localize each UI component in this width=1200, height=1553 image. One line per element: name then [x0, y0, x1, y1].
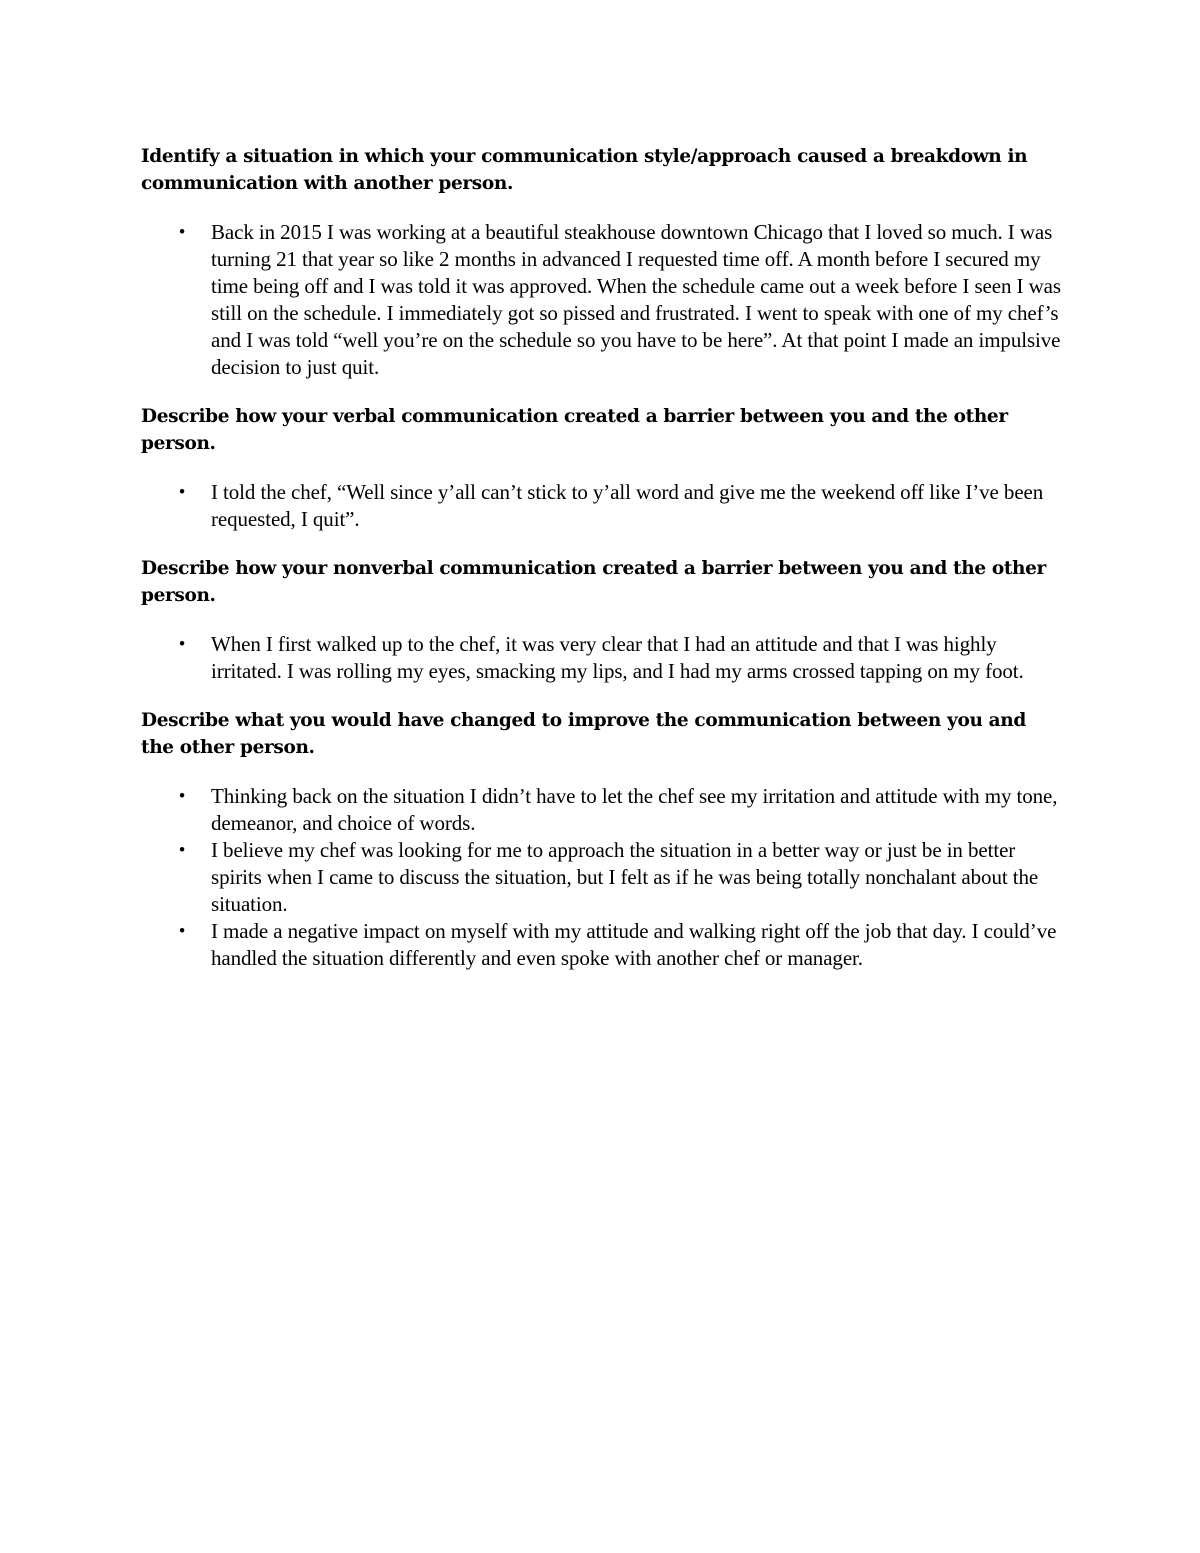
- answer-list-item: [141, 219, 1061, 381]
- question-heading: Describe how your verbal communication created a barrier between you and the other person.: [141, 406, 1008, 454]
- section-situation: [141, 143, 1061, 381]
- answer-text: I made a negative impact on myself with my attitude and walking right off the job that day. I could’ve handled the situation differently and even spoke with another chef or manager.: [211, 919, 1057, 970]
- bullet-dot-icon: •: [178, 786, 186, 807]
- question-heading: Describe how your nonverbal communication created a barrier between you and the other person.: [141, 558, 1046, 606]
- answer-text: I believe my chef was looking for me to approach the situation in a better way or just be in better spirits when I came to discuss the situation, but I felt as if he was being totally nonchalant about the situation.: [211, 838, 1039, 916]
- answer-text: I told the chef, “Well since y’all can’t stick to y’all word and give me the weekend off like I’ve been requested, I quit”.: [211, 480, 1044, 531]
- bullet-dot-icon: •: [178, 634, 186, 655]
- question-heading: Identify a situation in which your communication style/approach caused a breakdown in communication with another person.: [141, 146, 1028, 194]
- section-improvement: [141, 707, 1061, 972]
- answer-list-item: [141, 918, 1061, 972]
- question-heading: Describe what you would have changed to improve the communication between you and the other person.: [141, 710, 1026, 758]
- answer-list-item: [141, 631, 1061, 685]
- bullet-dot-icon: •: [178, 482, 186, 503]
- answer-list: [141, 631, 1061, 685]
- bullet-dot-icon: •: [178, 222, 186, 243]
- bullet-dot-icon: •: [178, 840, 186, 861]
- section-nonverbal: [141, 555, 1061, 685]
- answer-list: [141, 783, 1061, 972]
- answer-text: Thinking back on the situation I didn’t have to let the chef see my irritation and attitude with my tone, demeanor, and choice of words.: [211, 784, 1058, 835]
- answer-list-item: [141, 837, 1061, 918]
- answer-list-item: [141, 479, 1061, 533]
- section-verbal: [141, 403, 1061, 533]
- bullet-dot-icon: •: [178, 921, 186, 942]
- answer-text: When I first walked up to the chef, it was very clear that I had an attitude and that I was highly irritated. I was rolling my eyes, smacking my lips, and I had my arms crossed tapping on my foot.: [211, 632, 1024, 683]
- answer-list: [141, 219, 1061, 381]
- answer-text: Back in 2015 I was working at a beautiful steakhouse downtown Chicago that I loved so much. I was turning 21 that year so like 2 months in advanced I requested time off. A month before I secured my time being off and I was told it was approved. When the schedule came out a week before I seen I was still on the schedule. I immediately got so pissed and frustrated. I went to speak with one of my chef’s and I was told “well you’re on the schedule so you have to be here”. At that point I made an impulsive decision to just quit.: [211, 220, 1061, 379]
- document-body: [141, 143, 1061, 994]
- answer-list-item: [141, 783, 1061, 837]
- answer-list: [141, 479, 1061, 533]
